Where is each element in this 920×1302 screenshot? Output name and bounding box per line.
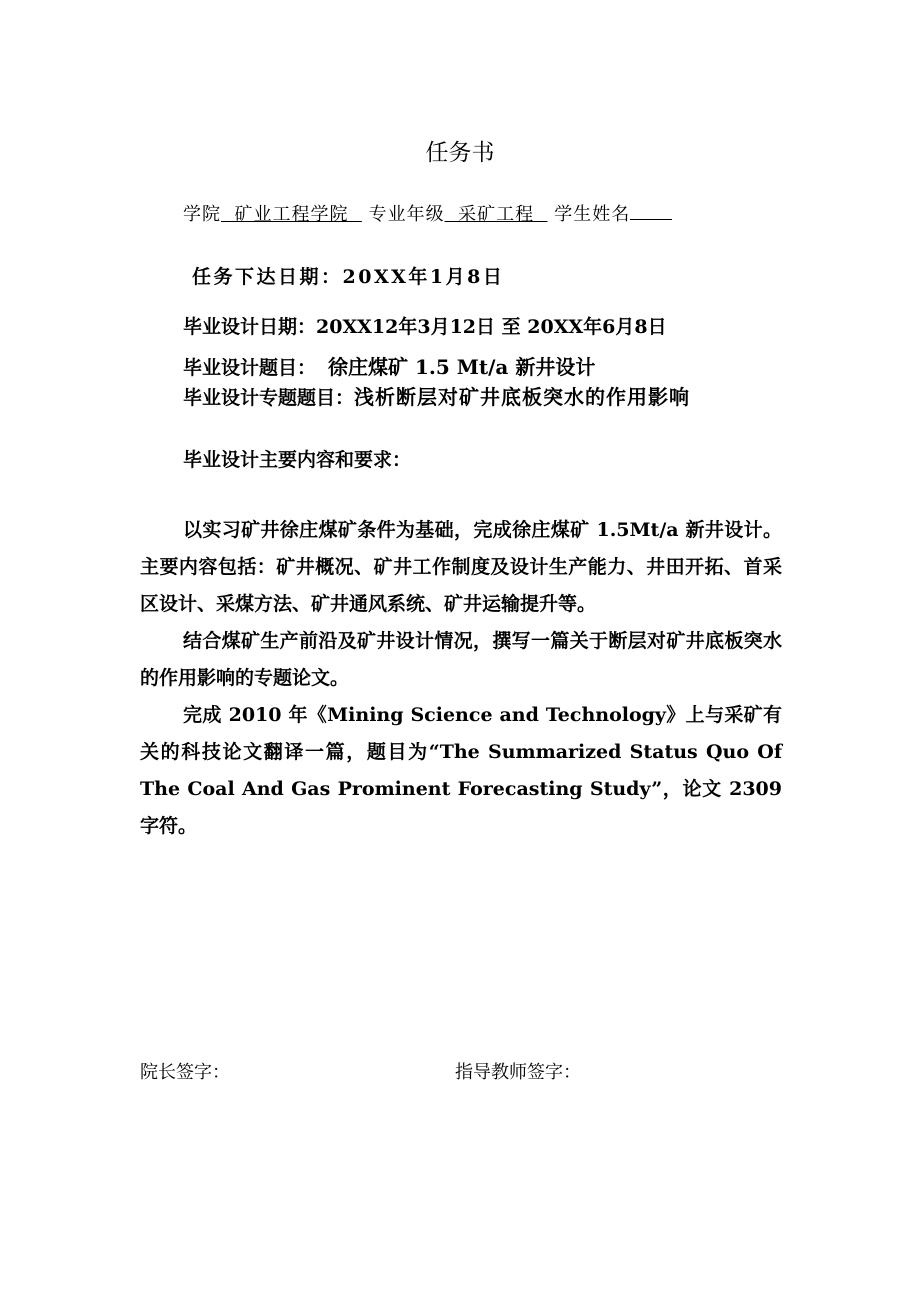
main-content-heading: 毕业设计主要内容和要求： <box>183 449 412 471</box>
student-name-label: 学生姓名 <box>554 204 631 225</box>
content-paragraph-3: 完成 2010 年《Mining Science and Technology》上与采矿有关的科技论文翻译一篇，题目为“The Summarized Status Quo Of The Coal And Gas Prominent Forecasting Study”，论文 2309 字符。 <box>140 704 782 837</box>
special-topic-label: 毕业设计专题题目： <box>183 387 355 409</box>
dean-signature-label: 院长签字： <box>140 1062 230 1083</box>
content-paragraph-2: 结合煤矿生产前沿及矿井设计情况，撰写一篇关于断层对矿井底板突水的作用影响的专题论文。 <box>140 630 782 689</box>
student-info-line <box>183 200 672 226</box>
document-title: 任务书 <box>425 140 495 166</box>
design-topic-value: 徐庄煤矿 1.5 Mt/a 新井设计 <box>328 355 596 379</box>
major-label: 专业年级 <box>368 204 445 225</box>
content-paragraph-1: 以实习矿井徐庄煤矿条件为基础，完成徐庄煤矿 1.5Mt/a 新井设计。主要内容包括：矿井概况、矿井工作制度及设计生产能力、井田开拓、首采区设计、采煤方法、矿井通风系统、矿井运输提升等。 <box>140 519 782 615</box>
issue-date: 任务下达日期：20XX年1月8日 <box>192 266 505 288</box>
special-topic-value: 浅析断层对矿井底板突水的作用影响 <box>354 385 691 409</box>
design-topic-label: 毕业设计题目： <box>183 357 317 379</box>
advisor-signature-label: 指导教师签字： <box>455 1062 581 1083</box>
major-value: 采矿工程 <box>444 204 548 225</box>
design-topic <box>183 351 595 380</box>
student-name-blank <box>630 203 672 220</box>
school-label: 学院 <box>183 204 221 225</box>
school-value: 矿业工程学院 <box>221 204 362 225</box>
special-topic <box>183 381 690 410</box>
design-dates: 毕业设计日期：20XX12年3月12日 至 20XX年6月8日 <box>183 316 667 338</box>
